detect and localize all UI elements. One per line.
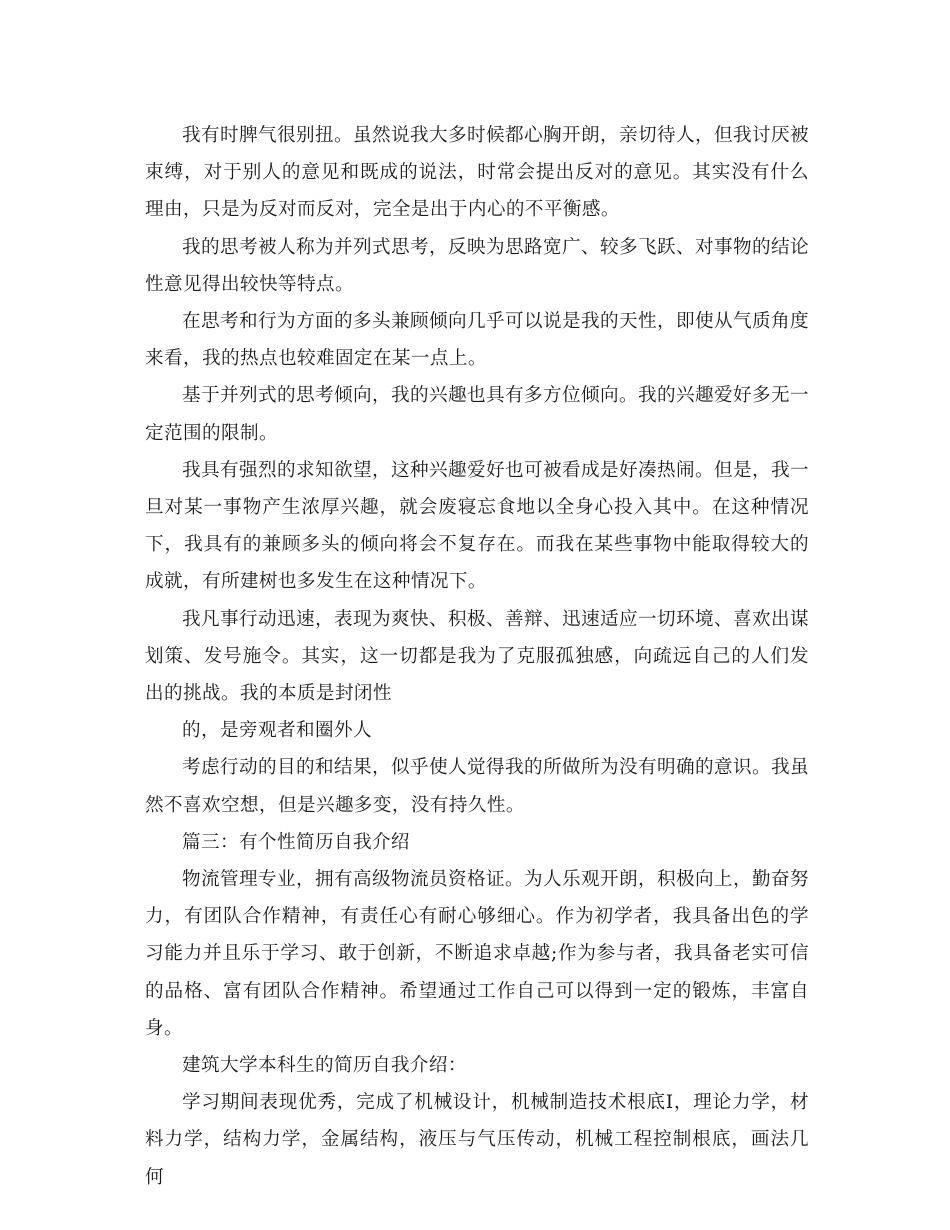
paragraph-logistics: 物流管理专业，拥有高级物流员资格证。为人乐观开朗，积极向上，勤奋努力，有团队合作精神，有责任心有耐心够细心。作为初学者，我具备出色的学习能力并且乐于学习、敢于创新，不断追求卓越;作为参与者，我具备老实可信的品格、富有团队合作精神。希望通过工作自己可以得到一定的锻炼，丰富自身。 [145,869,809,1039]
paragraph-courses: 学习期间表现优秀，完成了机械设计，机械制造技术根底Ⅰ，理论力学，材料力学，结构力学，金属结构，液压与气压传动，机械工程控制根底，画法几何 [145,1092,809,1188]
paragraph-curiosity: 我具有强烈的求知欲望，这种兴趣爱好也可被看成是好凑热闹。但是，我一旦对某一事物产生浓厚兴趣，就会废寝忘食地以全身心投入其中。在这种情况下，我具有的兼顾多头的倾向将会不复存在。而我在某些事物中能取得较大的成就，有所建树也多发生在这种情况下。 [145,459,809,593]
paragraph-goals: 考虑行动的目的和结果，似乎使人觉得我的所做所为没有明确的意识。我虽然不喜欢空想，但是兴趣多变，没有持久性。 [145,757,809,816]
document-body [145,117,809,1196]
section-heading: 篇三：有个性简历自我介绍 [182,831,410,853]
paragraph-parallel-thinking: 我的思考被人称为并列式思考，反映为思路宽广、较多飞跃、对事物的结论性意见得出较快等特点。 [145,236,809,295]
paragraph-temper: 我有时脾气很别扭。虽然说我大多时候都心胸开朗，亲切待人，但我讨厌被束缚，对于别人的意见和既成的说法，时常会提出反对的意见。其实没有什么理由，只是为反对而反对，完全是出于内心的不平衡感。 [145,125,809,221]
paragraph-multi-focus: 在思考和行为方面的多头兼顾倾向几乎可以说是我的天性，即使从气质角度来看，我的热点也较难固定在某一点上。 [145,311,809,370]
paragraph-architecture-intro: 建筑大学本科生的简历自我介绍： [182,1055,467,1077]
paragraph-action: 我凡事行动迅速，表现为爽快、积极、善辩、迅速适应一切环境、喜欢出谋划策、发号施令。其实，这一切都是我为了克服孤独感，向疏远自己的人们发出的挑战。我的本质是封闭性 [145,608,809,705]
paragraph-onlooker: 的，是旁观者和圈外人 [182,720,372,742]
paragraph-interests: 基于并列式的思考倾向，我的兴趣也具有多方位倾向。我的兴趣爱好多无一定范围的限制。 [145,385,809,444]
